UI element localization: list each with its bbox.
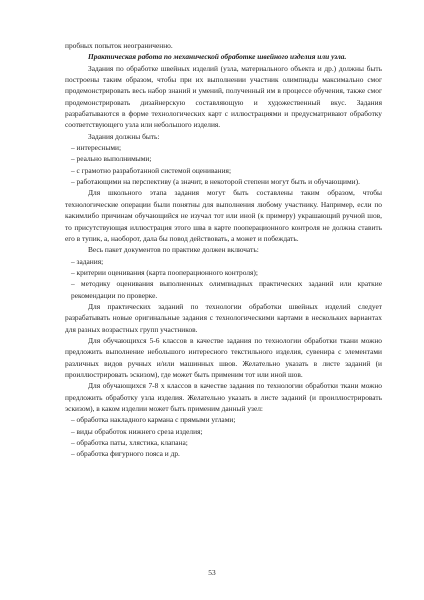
list-item: – реально выполнимыми; xyxy=(71,154,152,164)
paragraph: Для практических заданий по технологии обработки швейных изделий следует разрабатывать новые оригинальные задания с технологическими картами в нескольких вариантах для разных возрастных групп участников. xyxy=(65,301,382,334)
paragraph: Задания по обработке швейных изделий (узла, материального объекта и др.) должны быть построены таким образом, чтобы при их выполнении участник олимпиады максимально смог продемонстрировать весь набор знаний и умений, полученный им в процессе обучения, также смог продемонстрировать дизайнерскую составляющую и художественный вкус. Задания разрабатываются в форме технологических карт с иллюстрациями и предусматривают обработку соответствующего узла или небольшого изделия. xyxy=(65,63,382,130)
list-item: – интересными; xyxy=(71,143,122,153)
list-intro: Задания должны быть: xyxy=(88,131,160,141)
list-item: – виды обработок нижнего среза изделия; xyxy=(71,426,203,436)
list-item: – обработка фигурного пояса и др. xyxy=(71,449,180,459)
list-item: – работающими на перспективу (а значит, в некоторой степени могут быть и обучающими). xyxy=(71,177,360,187)
section-heading: Практическая работа по механической обработке швейного изделия или узла. xyxy=(88,52,347,62)
paragraph: Для школьного этапа задания могут быть составлены таким образом, чтобы технологические операции были понятны для выполнения любому участнику. Например, если по какимлибо причинам обучающийся не изучал тот или иной (к примеру) украшающий ручной шов, то присутствующая иллюстрация этого шва в карте пооперационного контроля не должна ставить его в тупик, а, наоборот, дала бы повод действовать, а может и побеждать. xyxy=(65,188,382,243)
list-item: – задания; xyxy=(71,256,104,266)
page-number: 53 xyxy=(208,568,216,577)
list-item: – обработка паты, хлястика, клапана; xyxy=(71,438,188,448)
paragraph: Для обучающихся 7-8 х классов в качестве задания по технологии обработки ткани можно предложить обработку узла изделия. Желательно указать в листе заданий (и проиллюстрировать эскизом), в каком изделии может быть применим данный узел: xyxy=(65,381,382,413)
list-item: – обработка накладного кармана с прямыми углами; xyxy=(71,415,236,425)
paragraph: Для обучающихся 5-6 классов в качестве задания по технологии обработки ткани можно предложить выполнение небольшого интересного текстильного изделия, сувенира с элементами различных видов ручных и/или машинных швов. Желательно указать в листе заданий (и проиллюстрировать эскизом), где может быть применим тот или иной шов. xyxy=(65,335,382,379)
body-text xyxy=(65,40,382,460)
list-item: – критерии оценивания (карта пооперационного контроля); xyxy=(71,267,258,277)
list-intro: Весь пакет документов по практике должен включать: xyxy=(88,245,259,255)
list-item: – с грамотно разработанной системой оценивания; xyxy=(71,165,231,175)
paragraph-continuation: пробных попыток неограниченно. xyxy=(65,41,173,50)
list-item: – методику оценивания выполненных олимпиадных практических заданий или краткие рекомендации по проверке. xyxy=(71,279,382,300)
